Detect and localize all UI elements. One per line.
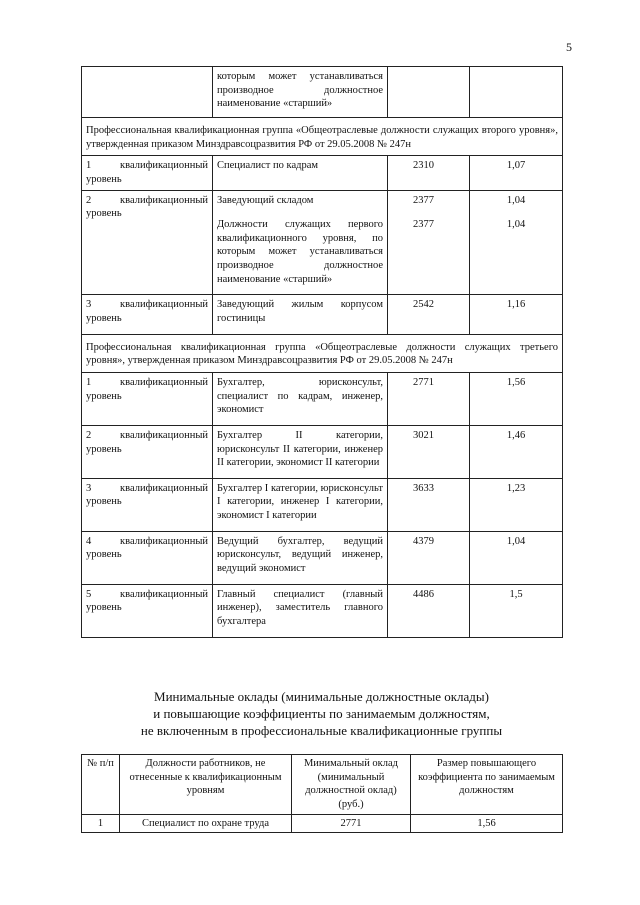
qualification-level: 4 квалификационный уровень [82, 531, 213, 584]
coefficient-cell: 1,07 [470, 156, 563, 190]
table-row [82, 295, 563, 334]
group-title-row [82, 118, 563, 156]
group-title: Профессиональная квалификационная группа «Общеотраслевые должности служащих второго уровня», утвержденная приказом Минздравсоцразвития РФ от 29.05.2008 № 247н [82, 118, 563, 156]
section-heading [81, 688, 562, 739]
table-row [82, 531, 563, 584]
position-cell: которым может устанавливаться производное должностное наименование «старший» [213, 67, 388, 118]
table-row [82, 425, 563, 478]
coefficient-cell: 1,04 [470, 215, 563, 295]
col-header-number: № п/п [82, 755, 120, 815]
coefficient-cell: 1,04 [470, 531, 563, 584]
qualification-level: 3 квалификационный уровень [82, 295, 213, 334]
empty-cell [388, 67, 470, 118]
position-cell: Должности служащих первого квалификационного уровня, по которым может устанавливаться производное должностное наименование «старший» [213, 215, 388, 295]
table-row [82, 584, 563, 637]
salary-cell: 3021 [388, 425, 470, 478]
table-row [82, 156, 563, 190]
position-cell: Бухгалтер, юрисконсульт, специалист по кадрам, инженер, экономист [213, 372, 388, 425]
salary-cell: 2542 [388, 295, 470, 334]
table-row [82, 190, 563, 215]
group-title-row [82, 334, 563, 372]
qualification-level: 5 квалификационный уровень [82, 584, 213, 637]
qualification-level: 3 квалификационный уровень [82, 478, 213, 531]
row-coefficient: 1,56 [411, 814, 563, 833]
qualification-level: 2 квалификационный уровень [82, 190, 213, 295]
table-row-continued [82, 67, 563, 118]
position-cell: Бухгалтер I категории, юрисконсульт I категории, инженер I категории, экономист I категории [213, 478, 388, 531]
coefficient-cell: 1,16 [470, 295, 563, 334]
qualification-groups-table [81, 66, 563, 638]
col-header-position: Должности работников, не отнесенные к квалификационным уровням [120, 755, 292, 815]
qualification-level: 1 квалификационный уровень [82, 156, 213, 190]
qualification-level: 2 квалификационный уровень [82, 425, 213, 478]
row-salary: 2771 [292, 814, 411, 833]
col-header-coefficient: Размер повышающего коэффициента по занимаемым должностям [411, 755, 563, 815]
row-number: 1 [82, 814, 120, 833]
group-title: Профессиональная квалификационная группа «Общеотраслевые должности служащих третьего уровня», утвержденная приказом Минздравсоцразвития РФ от 29.05.2008 № 247н [82, 334, 563, 372]
position-cell: Специалист по кадрам [213, 156, 388, 190]
coefficient-cell: 1,23 [470, 478, 563, 531]
position-cell: Бухгалтер II категории, юрисконсульт II категории, инженер II категории, экономист II категории [213, 425, 388, 478]
salary-cell: 2771 [388, 372, 470, 425]
empty-cell [82, 67, 213, 118]
position-cell: Ведущий бухгалтер, ведущий юрисконсульт, ведущий инженер, ведущий экономист [213, 531, 388, 584]
salary-cell: 4486 [388, 584, 470, 637]
table-row [82, 372, 563, 425]
coefficient-cell: 1,56 [470, 372, 563, 425]
coefficient-cell: 1,46 [470, 425, 563, 478]
coefficient-cell: 1,5 [470, 584, 563, 637]
position-cell: Заведующий жилым корпусом гостиницы [213, 295, 388, 334]
page-number: 5 [566, 40, 572, 54]
table-row [82, 478, 563, 531]
heading-line-3: не включенным в профессиональные квалификационные группы [140, 723, 503, 738]
salary-cell: 2377 [388, 190, 470, 215]
heading-line-1: Минимальные оклады (минимальные должностные оклады) [154, 689, 489, 704]
heading-line-2: и повышающие коэффициенты по занимаемым должностям, [153, 706, 490, 721]
empty-cell [470, 67, 563, 118]
qualification-level: 1 квалификационный уровень [82, 372, 213, 425]
position-cell: Главный специалист (главный инженер), заместитель главного бухгалтера [213, 584, 388, 637]
coefficient-cell: 1,04 [470, 190, 563, 215]
table-row [82, 814, 563, 833]
salary-cell: 2377 [388, 215, 470, 295]
salary-cell: 4379 [388, 531, 470, 584]
table-header-row [82, 755, 563, 815]
row-position: Специалист по охране труда [120, 814, 292, 833]
salary-cell: 3633 [388, 478, 470, 531]
col-header-salary: Минимальный оклад (минимальный должностной оклад) (руб.) [292, 755, 411, 815]
position-cell: Заведующий складом [213, 190, 388, 215]
other-positions-table [81, 754, 563, 833]
salary-cell: 2310 [388, 156, 470, 190]
